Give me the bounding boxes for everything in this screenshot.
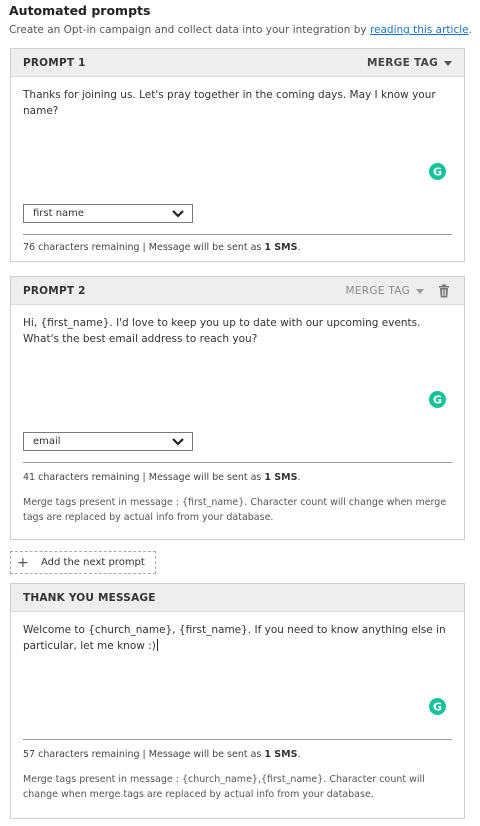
add-next-prompt-label: Add the next prompt: [41, 557, 145, 568]
merge-tag-dropdown[interactable]: MERGE TAG: [345, 285, 410, 297]
prompt-1-field-select[interactable]: [23, 204, 193, 223]
divider: [23, 462, 452, 463]
merge-tag-dropdown[interactable]: MERGE TAG: [367, 57, 438, 69]
prompt-2-title: PROMPT 2: [23, 285, 86, 297]
grammarly-icon[interactable]: G: [429, 391, 446, 408]
prompt-1-select-value: first name: [33, 208, 85, 219]
thank-you-title: THANK YOU MESSAGE: [23, 592, 156, 604]
thank-you-card: [10, 583, 465, 819]
prompt-2-header: [11, 277, 464, 305]
caret-down-icon[interactable]: [416, 289, 424, 294]
prompt-2-message[interactable]: Hi, {first_name}. I'd love to keep you up to date with our upcoming events. What's the best email address to reach you?: [23, 317, 421, 345]
trash-icon[interactable]: [438, 284, 450, 298]
grammarly-icon[interactable]: G: [429, 698, 446, 715]
thank-you-char-counter: 57 characters remaining | Message will be sent as 1 SMS.: [23, 749, 301, 760]
prompt-2-char-counter: 41 characters remaining | Message will be sent as 1 SMS.: [23, 472, 301, 483]
subtitle-suffix: .: [468, 24, 472, 36]
divider: [23, 234, 452, 235]
prompt-2-field-select[interactable]: [23, 432, 193, 451]
prompt-2-merge-note: Merge tags present in message : {first_name}. Character count will change when merge tags are replaced by actual info from your database.: [23, 497, 447, 523]
page-title: Automated prompts: [9, 3, 151, 18]
prompt-2-card: [10, 276, 465, 540]
add-next-prompt-button[interactable]: [10, 551, 156, 574]
text-cursor: [157, 639, 158, 651]
thank-you-merge-note: Merge tags present in message : {church_name},{first_name}. Character count will change when merge tags are replaced by actual info from your database.: [23, 774, 425, 800]
thank-you-header: [11, 584, 464, 612]
prompt-1-title: PROMPT 1: [23, 57, 86, 69]
thank-you-message[interactable]: Welcome to {church_name}, {first_name}. If you need to know anything else in particular, let me know :): [23, 624, 446, 652]
prompt-1-card: [10, 48, 465, 262]
subtitle-text: Create an Opt-in campaign and collect data into your integration by: [9, 24, 370, 36]
caret-down-icon[interactable]: [444, 61, 452, 66]
prompt-2-select-value: email: [33, 436, 61, 447]
prompt-1-header: [11, 49, 464, 77]
chevron-down-icon: [171, 435, 185, 449]
reading-article-link[interactable]: reading this article: [369, 24, 469, 36]
grammarly-icon[interactable]: G: [429, 163, 446, 180]
page-subtitle: [9, 24, 472, 36]
chevron-down-icon: [171, 207, 185, 221]
prompt-1-char-counter: 76 characters remaining | Message will be sent as 1 SMS.: [23, 242, 301, 253]
plus-icon: +: [17, 555, 29, 571]
divider: [23, 739, 452, 740]
prompt-1-message[interactable]: Thanks for joining us. Let's pray together in the coming days. May I know your name?: [23, 89, 436, 117]
